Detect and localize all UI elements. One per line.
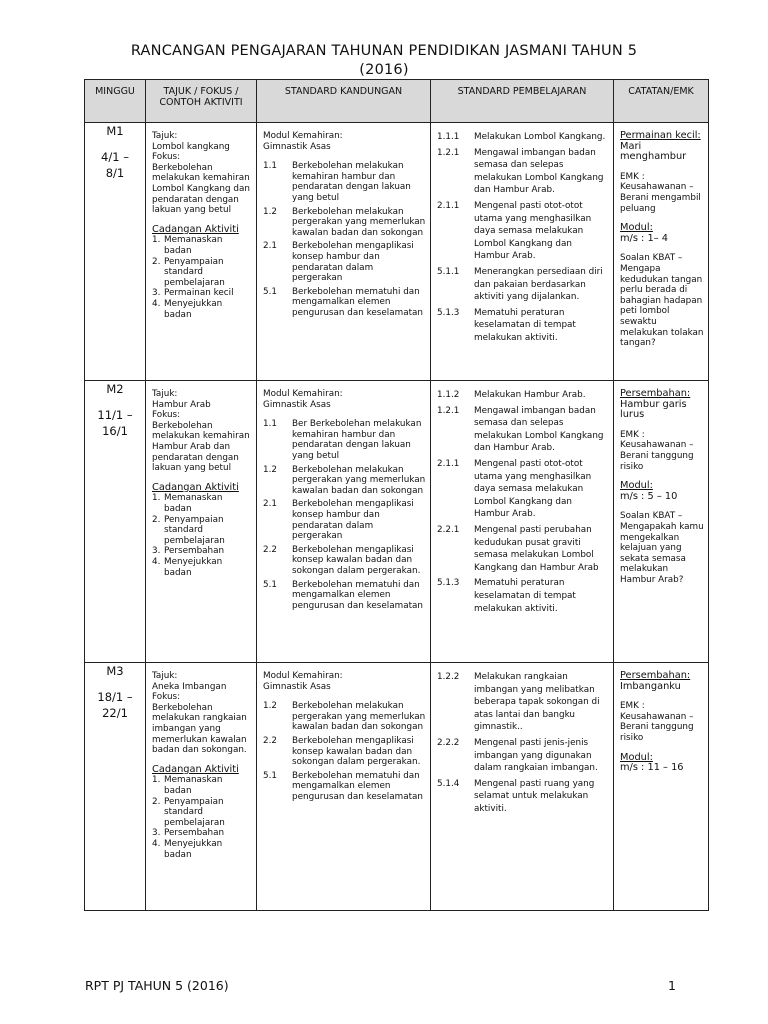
sp-code: 2.2.1 — [437, 524, 460, 535]
activity-text: Permainan kecil — [164, 288, 234, 299]
emk-label: EMK : — [620, 171, 645, 182]
fokus-label: Fokus: — [152, 410, 181, 421]
sk-text: Berkebolehan melakukan pergerakan yang memerlukan kawalan badan dan sokongan — [292, 206, 426, 238]
standard-kandungan-cell — [257, 381, 431, 663]
sp-code: 2.2.2 — [437, 737, 460, 748]
sk-code: 1.2 — [263, 464, 277, 475]
activity-list — [152, 775, 252, 860]
activity-text: Memanaskan badan — [164, 235, 223, 256]
sk-text: Berkebolehan melakukan pergerakan yang memerlukan kawalan badan dan sokongan — [292, 701, 426, 733]
emk-label: EMK : — [620, 429, 645, 440]
page-number: 1 — [668, 978, 676, 993]
activity-item — [152, 515, 252, 547]
activity-item — [152, 557, 252, 578]
standard-kandungan-cell — [257, 663, 431, 911]
activity-text: Menyejukkan badan — [164, 838, 223, 860]
sp-item — [437, 458, 609, 521]
sp-item — [437, 307, 609, 345]
sk-text: Berkebolehan melakukan kemahiran hambur dan pendaratan dengan lakuan yang betul — [292, 161, 411, 203]
activity-number: 2. — [152, 796, 161, 807]
catatan-heading: Persembahan: — [620, 388, 691, 399]
sk-code: 1.1 — [263, 419, 277, 430]
tajuk-value: Aneka Imbangan — [152, 681, 227, 692]
sp-item — [437, 131, 609, 144]
activity-number: 4. — [152, 298, 161, 309]
sp-item — [437, 200, 609, 263]
modul-label: Modul Kemahiran: — [263, 389, 343, 399]
activity-text: Persembahan — [164, 546, 225, 557]
sk-item — [263, 241, 426, 283]
sk-code: 2.1 — [263, 241, 277, 252]
modul-label: Modul Kemahiran: — [263, 671, 343, 681]
cadangan-aktiviti-label: Cadangan Aktiviti — [152, 481, 239, 493]
sp-code: 2.1.1 — [437, 458, 460, 469]
sk-code: 2.2 — [263, 735, 277, 746]
activity-number: 1. — [152, 235, 161, 246]
standard-pembelajaran-cell — [431, 123, 614, 381]
sk-code: 1.2 — [263, 206, 277, 217]
sp-item — [437, 524, 609, 574]
sp-item — [437, 147, 609, 197]
modul-label: Modul Kemahiran: — [263, 131, 343, 141]
activity-number: 4. — [152, 838, 161, 849]
sk-text: Berkebolehan mengaplikasi konsep kawalan badan dan sokongan dalam pergerakan. — [292, 735, 421, 768]
modul-ref-pages: m/s : 1– 4 — [620, 232, 668, 244]
sp-text: Melakukan rangkaian imbangan yang melibatkan beberapa tapak sokongan di atas lantai dan bangku gimnastik.. — [474, 672, 600, 733]
modul-ref-label: Modul: — [620, 751, 653, 763]
header-minggu: MINGGU — [85, 80, 146, 123]
tajuk-cell — [146, 123, 257, 381]
fokus-label: Fokus: — [152, 152, 181, 163]
activity-item — [152, 775, 252, 796]
tajuk-value: Lombol kangkang — [152, 141, 230, 152]
sp-code: 5.1.3 — [437, 578, 460, 589]
catatan-cell — [614, 381, 709, 663]
standard-pembelajaran-cell — [431, 663, 614, 911]
sk-code: 2.2 — [263, 544, 277, 555]
title-line-1: RANCANGAN PENGAJARAN TAHUNAN PENDIDIKAN JASMANI TAHUN 5 — [130, 43, 638, 59]
sk-item — [263, 580, 426, 612]
sp-text: Mematuhi peraturan keselamatan di tempat melakukan aktiviti. — [474, 307, 576, 343]
sp-item — [437, 405, 609, 455]
activity-text: Memanaskan badan — [164, 775, 223, 796]
week-row — [85, 123, 709, 381]
sp-text: Mengenal pasti jenis-jenis imbangan yang digunakan dalam rangkaian imbangan. — [474, 737, 598, 774]
sk-item — [263, 499, 426, 541]
header-catatan: CATATAN/EMK — [614, 80, 709, 123]
catatan-heading-sub: Imbanganku — [620, 680, 681, 692]
tajuk-label: Tajuk: — [152, 389, 178, 399]
sk-item — [263, 207, 426, 239]
tajuk-label: Tajuk: — [152, 131, 178, 141]
emk-label: EMK : — [620, 701, 645, 712]
sp-item — [437, 778, 609, 816]
week-dates: 11/1 – 16/1 — [97, 408, 133, 438]
sk-item — [263, 161, 426, 203]
sp-item — [437, 737, 609, 775]
sk-item — [263, 701, 426, 733]
emk-value: Keusahawanan – Berani tanggung risiko — [620, 440, 694, 472]
sp-item — [437, 266, 609, 304]
modul-ref-pages: m/s : 11 – 16 — [620, 762, 684, 774]
sp-item — [437, 577, 609, 615]
sk-text: Berkebolehan mengaplikasi konsep hambur dan pendaratan dalam pergerakan — [292, 499, 414, 542]
sk-item — [263, 465, 426, 497]
standard-pembelajaran-cell — [431, 381, 614, 663]
sp-text: Mengenal pasti ruang yang selamat untuk melakukan aktiviti. — [474, 778, 595, 814]
modul-ref-pages: m/s : 5 – 10 — [620, 490, 678, 502]
catatan-cell — [614, 123, 709, 381]
sk-code: 5.1 — [263, 579, 277, 590]
sk-item — [263, 545, 426, 577]
modul-ref-label: Modul: — [620, 480, 653, 492]
sk-item — [263, 771, 426, 803]
catatan-heading-sub: Hambur garis lurus — [620, 398, 687, 421]
sk-text: Berkebolehan mematuhi dan mengamalkan elemen pengurusan dan keselamatan — [292, 770, 424, 802]
week-dates: 18/1 – 22/1 — [97, 690, 133, 720]
sk-code: 1.1 — [263, 161, 277, 172]
sk-text: Berkebolehan mematuhi dan mengamalkan elemen pengurusan dan keselamatan — [292, 286, 424, 318]
catatan-cell — [614, 663, 709, 911]
tajuk-cell — [146, 663, 257, 911]
fokus-label: Fokus: — [152, 692, 181, 703]
sp-code: 2.1.1 — [437, 200, 460, 211]
standard-kandungan-cell — [257, 123, 431, 381]
sp-item — [437, 671, 609, 734]
sk-item — [263, 419, 426, 461]
activity-list — [152, 235, 252, 320]
footer-label: RPT PJ TAHUN 5 (2016) — [85, 978, 229, 993]
activity-item — [152, 797, 252, 829]
activity-item — [152, 546, 252, 557]
sp-text: Mematuhi peraturan keselamatan di tempat melakukan aktiviti. — [474, 578, 576, 614]
modul-sub: Gimnastik Asas — [263, 399, 331, 410]
week-label: M1 — [106, 124, 124, 138]
activity-list — [152, 493, 252, 578]
activity-text: Penyampaian standard pembelajaran — [164, 514, 225, 546]
activity-text: Menyejukkan badan — [164, 556, 223, 578]
sk-text: Berkebolehan mematuhi dan mengamalkan elemen pengurusan dan keselamatan — [292, 579, 424, 611]
catatan-heading: Persembahan: — [620, 670, 691, 681]
fokus-value: Berkebolehan melakukan kemahiran Lombol Kangkang dan pendaratan dengan lakuan yang betul — [152, 162, 250, 216]
sp-text: Mengenal pasti otot-otot utama yang menghasilkan daya semasa melakukan Lombol Kangkang dan Hambur Arab. — [474, 200, 592, 262]
emk-value: Keusahawanan – Berani mengambil peluang — [620, 182, 701, 214]
sp-item — [437, 389, 609, 402]
title-line-2: (2016) — [359, 62, 409, 78]
sp-code: 1.2.1 — [437, 147, 460, 158]
sp-text: Mengawal imbangan badan semasa dan selepas melakukan Lombol Kangkang dan Hambur Arab. — [474, 405, 604, 454]
rpt-table — [84, 79, 709, 911]
cadangan-aktiviti-label: Cadangan Aktiviti — [152, 763, 239, 775]
fokus-value: Berkebolehan melakukan rangkaian imbangan yang memerlukan kawalan badan dan sokongan. — [152, 702, 247, 756]
activity-item — [152, 839, 252, 860]
header-row — [85, 80, 709, 123]
activity-number: 3. — [152, 546, 161, 557]
activity-text: Memanaskan badan — [164, 493, 223, 514]
week-row — [85, 663, 709, 911]
activity-item — [152, 828, 252, 839]
week-row — [85, 381, 709, 663]
activity-text: Menyejukkan badan — [164, 298, 223, 320]
catatan-heading-sub: Mari menghambur — [620, 140, 687, 163]
sp-code: 5.1.3 — [437, 307, 460, 318]
sp-text: Melakukan Hambur Arab. — [474, 390, 586, 400]
kbat-question: Soalan KBAT – Mengapakah kamu mengekalkan kelajuan yang sekata semasa melakukan Hambur Arab? — [620, 511, 704, 585]
sp-text: Mengenal pasti perubahan kedudukan pusat graviti semasa melakukan Lombol Kangkang dan Hambur Arab — [474, 524, 599, 573]
sk-text: Berkebolehan melakukan pergerakan yang memerlukan kawalan badan dan sokongan — [292, 464, 426, 496]
activity-item — [152, 288, 252, 299]
sp-code: 1.2.1 — [437, 405, 460, 416]
sp-text: Mengawal imbangan badan semasa dan selepas melakukan Lombol Kangkang dan Hambur Arab. — [474, 147, 604, 196]
sk-code: 5.1 — [263, 770, 277, 781]
activity-item — [152, 257, 252, 289]
sp-text: Mengenal pasti otot-otot utama yang menghasilkan daya semasa melakukan Lombol Kangkang dan Hambur Arab. — [474, 458, 592, 520]
modul-sub: Gimnastik Asas — [263, 141, 331, 152]
sp-code: 1.1.1 — [437, 132, 460, 142]
sk-item — [263, 736, 426, 768]
modul-ref-label: Modul: — [620, 222, 653, 234]
activity-number: 4. — [152, 556, 161, 567]
kbat-question: Soalan KBAT – Mengapa kedudukan tangan perlu berada di bahagian hadapan peti lombol sewaktu melakukan tolakan tangan? — [620, 253, 704, 349]
header-standard-pembelajaran: STANDARD PEMBELAJARAN — [431, 80, 614, 123]
header-standard-kandungan: STANDARD KANDUNGAN — [257, 80, 431, 123]
sp-code: 5.1.4 — [437, 778, 460, 789]
fokus-value: Berkebolehan melakukan kemahiran Hambur Arab dan pendaratan dengan lakuan yang betul — [152, 420, 250, 474]
activity-item — [152, 493, 252, 514]
activity-text: Penyampaian standard pembelajaran — [164, 256, 225, 288]
week-label: M3 — [106, 664, 124, 678]
sp-text: Menerangkan persediaan diri dan pakaian berdasarkan aktiviti yang dijalankan. — [474, 266, 603, 303]
sk-code: 5.1 — [263, 286, 277, 297]
sk-code: 2.1 — [263, 499, 277, 510]
activity-item — [152, 235, 252, 256]
catatan-heading: Permainan kecil: — [620, 130, 701, 141]
activity-number: 1. — [152, 775, 161, 786]
week-cell — [85, 381, 146, 663]
tajuk-label: Tajuk: — [152, 671, 178, 681]
activity-text: Penyampaian standard pembelajaran — [164, 796, 225, 828]
modul-sub: Gimnastik Asas — [263, 681, 331, 692]
activity-number: 3. — [152, 288, 161, 299]
week-cell — [85, 663, 146, 911]
activity-number: 2. — [152, 514, 161, 525]
activity-number: 1. — [152, 493, 161, 504]
sp-code: 5.1.1 — [437, 266, 460, 277]
sk-item — [263, 287, 426, 319]
tajuk-cell — [146, 381, 257, 663]
activity-text: Persembahan — [164, 828, 225, 839]
sp-code: 1.1.2 — [437, 390, 460, 400]
sk-text: Berkebolehan mengaplikasi konsep kawalan badan dan sokongan dalam pergerakan. — [292, 544, 421, 576]
emk-value: Keusahawanan – Berani tanggung risiko — [620, 711, 694, 743]
week-cell — [85, 123, 146, 381]
activity-number: 3. — [152, 828, 161, 839]
week-label: M2 — [106, 382, 124, 396]
sk-text: Berkebolehan mengaplikasi konsep hambur dan pendaratan dalam pergerakan — [292, 241, 414, 284]
week-dates: 4/1 – 8/1 — [101, 150, 129, 180]
tajuk-value: Hambur Arab — [152, 399, 211, 410]
sp-code: 1.2.2 — [437, 672, 460, 682]
activity-number: 2. — [152, 256, 161, 267]
activity-item — [152, 299, 252, 320]
document-title — [0, 42, 768, 80]
sk-code: 1.2 — [263, 701, 277, 712]
cadangan-aktiviti-label: Cadangan Aktiviti — [152, 223, 239, 235]
header-tajuk: TAJUK / FOKUS / CONTOH AKTIVITI — [146, 80, 257, 123]
sp-text: Melakukan Lombol Kangkang. — [474, 132, 606, 142]
sk-text: Ber Berkebolehan melakukan kemahiran hambur dan pendaratan dengan lakuan yang betul — [292, 419, 422, 461]
